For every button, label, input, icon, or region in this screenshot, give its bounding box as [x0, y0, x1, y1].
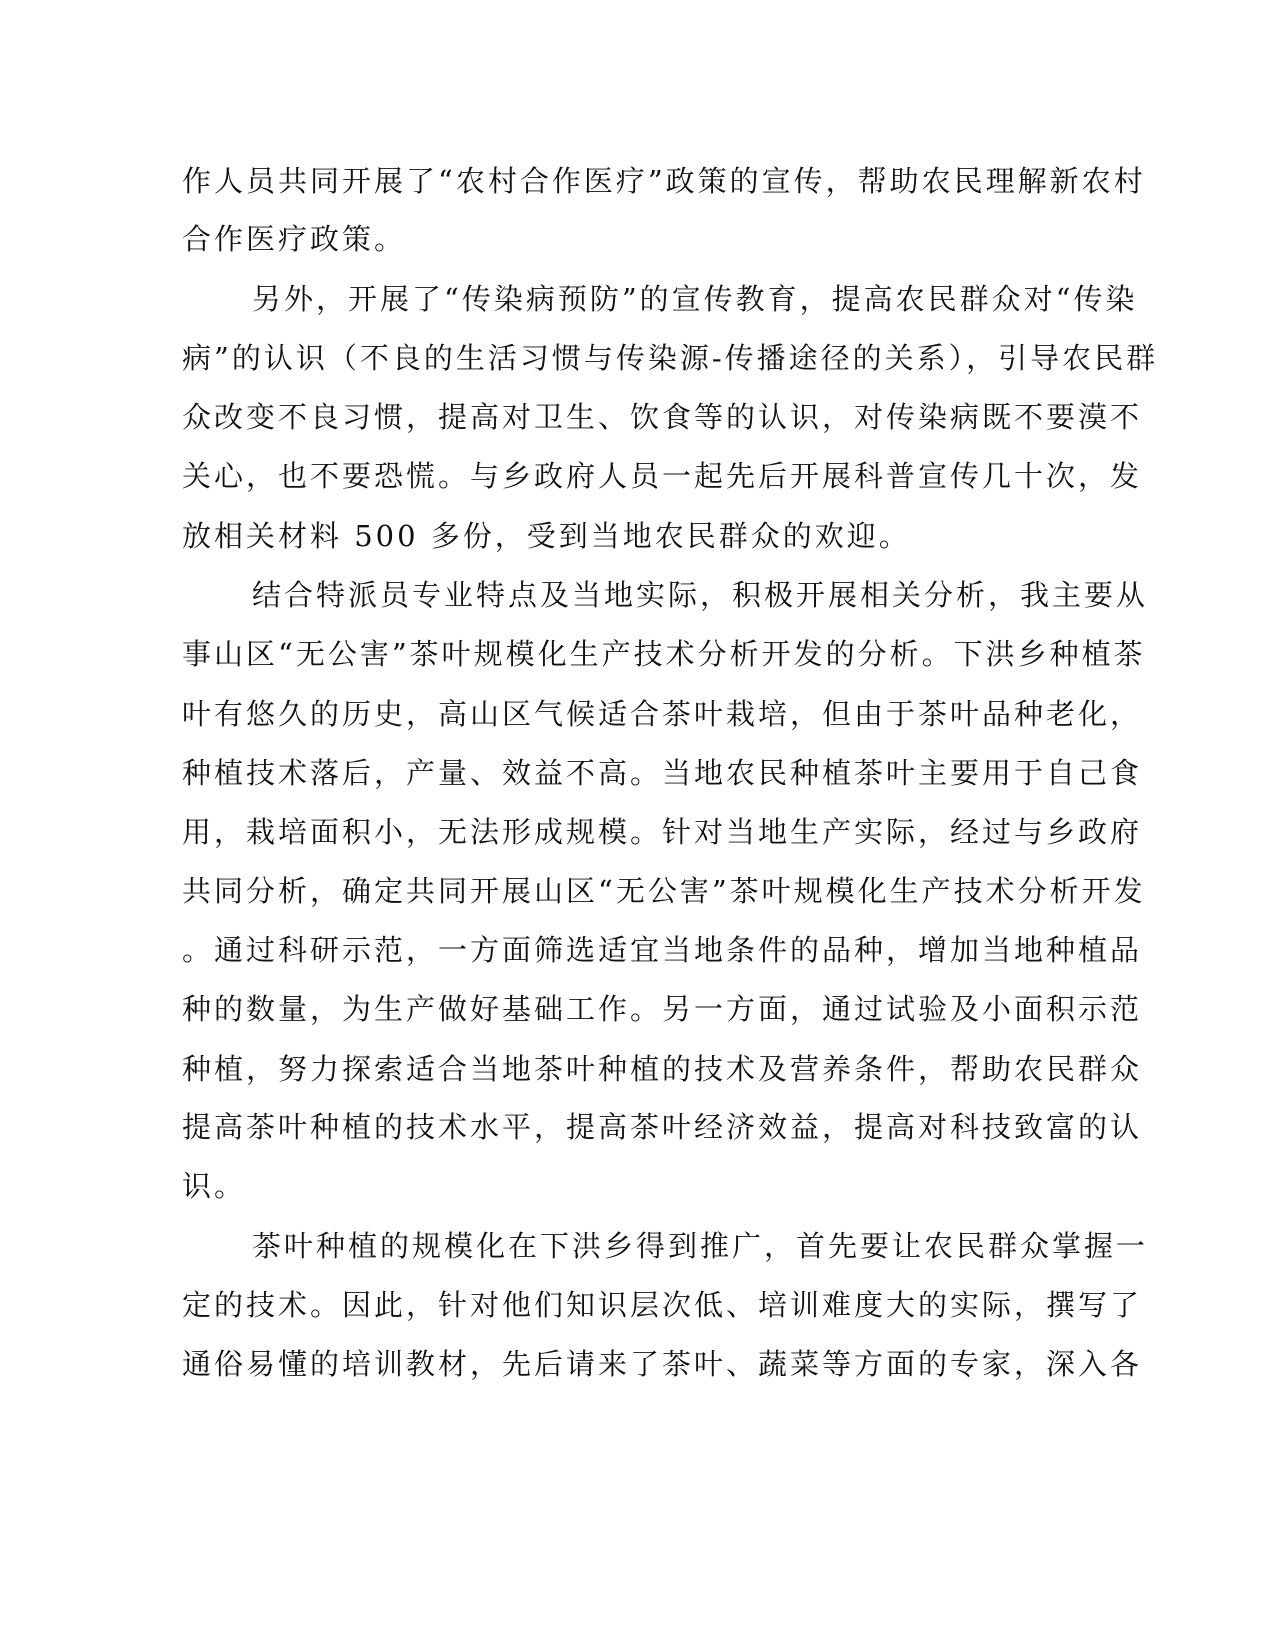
- paragraph-3-line-6: 共同分析，确定共同开展山区“无公害”茶叶规模化生产技术分析开发: [182, 874, 1146, 908]
- paragraph-3-line-11: 识。: [182, 1169, 247, 1203]
- paragraph-3-line-2: 事山区“无公害”茶叶规模化生产技术分析开发的分析。下洪乡种植茶: [182, 637, 1146, 671]
- paragraph-1-line-1: 作人员共同开展了“农村合作医疗”政策的宣传，帮助农民理解新农村: [182, 164, 1146, 198]
- paragraph-3-line-5: 用，栽培面积小，无法形成规模。针对当地生产实际，经过与乡政府: [182, 815, 1143, 849]
- paragraph-3-line-9: 种植，努力探索适合当地茶叶种植的技术及营养条件，帮助农民群众: [182, 1052, 1143, 1086]
- paragraph-3-line-7: 。通过科研示范，一方面筛选适宜当地条件的品种，增加当地种植品: [182, 933, 1143, 967]
- paragraph-3-line-4: 种植技术落后，产量、效益不高。当地农民种植茶叶主要用于自己食: [182, 756, 1143, 790]
- paragraph-3-line-1: 结合特派员专业特点及当地实际，积极开展相关分析，我主要从: [252, 578, 1149, 612]
- paragraph-3-line-3: 叶有悠久的历史，高山区气候适合茶叶栽培，但由于茶叶品种老化，: [182, 697, 1143, 731]
- paragraph-2-line-2: 病”的认识（不良的生活习惯与传染源-传播途径的关系），引导农民群: [182, 341, 1159, 375]
- paragraph-4-line-3: 通俗易懂的培训教材，先后请来了茶叶、蔬菜等方面的专家，深入各: [182, 1347, 1143, 1381]
- paragraph-2-line-4: 关心，也不要恐慌。与乡政府人员一起先后开展科普宣传几十次，发: [182, 459, 1143, 493]
- paragraph-4-line-2: 定的技术。因此，针对他们知识层次低、培训难度大的实际，撰写了: [182, 1288, 1143, 1322]
- paragraph-3-line-10: 提高茶叶种植的技术水平，提高茶叶经济效益，提高对科技致富的认: [182, 1110, 1143, 1144]
- paragraph-4-line-1: 茶叶种植的规模化在下洪乡得到推广，首先要让农民群众掌握一: [252, 1229, 1149, 1263]
- paragraph-1-line-2: 合作医疗政策。: [182, 222, 407, 256]
- paragraph-2-line-5: 放相关材料 500 多份，受到当地农民群众的欢迎。: [182, 519, 911, 553]
- paragraph-2-line-1: 另外，开展了“传染病预防”的宣传教育，提高农民群众对“传染: [252, 282, 1138, 316]
- paragraph-2-line-3: 众改变不良习惯，提高对卫生、饮食等的认识，对传染病既不要漠不: [182, 400, 1143, 434]
- paragraph-3-line-8: 种的数量，为生产做好基础工作。另一方面，通过试验及小面积示范: [182, 992, 1143, 1026]
